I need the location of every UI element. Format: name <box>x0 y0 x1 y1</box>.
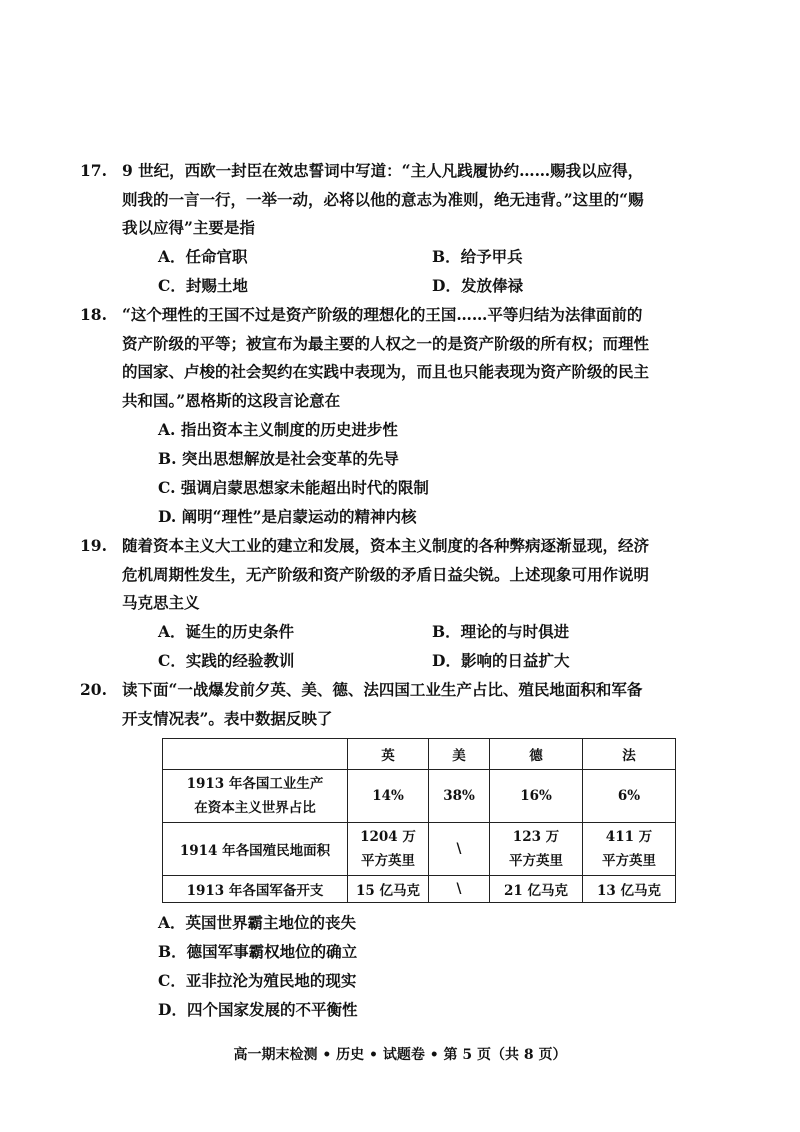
question-19-option-c[interactable]: C．实践的经验教训 <box>158 651 295 670</box>
table-cell: 411 万 平方英里 <box>583 823 676 876</box>
question-18-option-b[interactable]: B. 突出思想解放是社会变革的先导 <box>158 449 399 468</box>
question-20-option-a[interactable]: A．英国世界霸主地位的丧失 <box>158 913 357 932</box>
table-header-france: 法 <box>583 739 676 770</box>
question-20-line-1: 20. 读下面“一战爆发前夕英、美、德、法四国工业生产占比、殖民地面积和军备 <box>80 680 643 699</box>
table-row-label: 1914 年各国殖民地面积 <box>163 823 348 876</box>
question-19-line-1: 19. 随着资本主义大工业的建立和发展，资本主义制度的各种弊病逐渐显现，经济 <box>80 536 650 555</box>
question-17-option-d[interactable]: D．发放俸禄 <box>432 276 523 295</box>
question-17-number: 17. <box>80 161 107 180</box>
table-header-row <box>163 739 676 770</box>
table-row <box>163 770 676 823</box>
table-cell: 1204 万 平方英里 <box>348 823 429 876</box>
question-20-option-d[interactable]: D．四个国家发展的不平衡性 <box>158 1000 358 1019</box>
table-header-corner <box>163 739 348 770</box>
table-cell: 21 亿马克 <box>490 876 583 903</box>
question-18-line-1: 18. “这个理性的王国不过是资产阶级的理想化的王国……平等归结为法律面前的 <box>80 305 643 324</box>
table-cell: \ <box>429 876 490 903</box>
question-20-option-b[interactable]: B．德国军事霸权地位的确立 <box>158 942 358 961</box>
question-17-option-c[interactable]: C．封赐土地 <box>158 276 248 295</box>
page-footer: 高一期末检测 • 历史 • 试题卷 • 第 5 页（共 8 页） <box>233 1047 567 1063</box>
table-row <box>163 876 676 903</box>
table-cell: 14% <box>348 770 429 823</box>
question-17-line-2: 则我的一言一行，一举一动，必将以他的意志为准则，绝无违背。”这里的“赐 <box>122 190 644 209</box>
table-cell: 6% <box>583 770 676 823</box>
question-18-line-4: 共和国。”恩格斯的这段言论意在 <box>122 391 341 410</box>
question-18-line-3: 的国家、卢梭的社会契约在实践中表现为，而且也只能表现为资产阶级的民主 <box>122 362 650 381</box>
question-18-option-a[interactable]: A. 指出资本主义制度的历史进步性 <box>158 420 398 439</box>
question-18-number: 18. <box>80 305 107 324</box>
question-18-option-d[interactable]: D. 阐明“理性”是启蒙运动的精神内核 <box>158 507 417 526</box>
question-19-line-2: 危机周期性发生，无产阶级和资产阶级的矛盾日益尖锐。上述现象可用作说明 <box>122 565 650 584</box>
question-19-number: 19. <box>80 536 107 555</box>
question-19-line-3: 马克思主义 <box>122 593 200 612</box>
table-cell: 16% <box>490 770 583 823</box>
question-19-option-a[interactable]: A．诞生的历史条件 <box>158 622 295 641</box>
table-row-label: 1913 年各国工业生产 在资本主义世界占比 <box>163 770 348 823</box>
table-cell: 13 亿马克 <box>583 876 676 903</box>
question-17-option-b[interactable]: B．给予甲兵 <box>432 247 523 266</box>
table-row-label: 1913 年各国军备开支 <box>163 876 348 903</box>
table-cell: \ <box>429 823 490 876</box>
table-cell: 38% <box>429 770 490 823</box>
table-row <box>163 823 676 876</box>
question-17-line-1: 17. 9 世纪，西欧一封臣在效忠誓词中写道：“主人凡践履协约……赐我以应得， <box>80 161 644 180</box>
table-header-germany: 德 <box>490 739 583 770</box>
question-18-line-2: 资产阶级的平等；被宣布为最主要的人权之一的是资产阶级的所有权；而理性 <box>122 334 650 353</box>
question-19-option-b[interactable]: B．理论的与时俱进 <box>432 622 570 641</box>
question-19-option-d[interactable]: D．影响的日益扩大 <box>432 651 570 670</box>
question-20-option-c[interactable]: C．亚非拉沦为殖民地的现实 <box>158 971 357 990</box>
table-cell: 15 亿马克 <box>348 876 429 903</box>
table-cell: 123 万 平方英里 <box>490 823 583 876</box>
table-header-usa: 美 <box>429 739 490 770</box>
question-17-option-a[interactable]: A．任命官职 <box>158 247 248 266</box>
question-20-number: 20. <box>80 680 107 699</box>
question-17-line-3: 我以应得”主要是指 <box>122 218 255 237</box>
question-20-line-2: 开支情况表”。表中数据反映了 <box>122 709 333 728</box>
question-18-option-c[interactable]: C. 强调启蒙思想家未能超出时代的限制 <box>158 478 429 497</box>
table-header-britain: 英 <box>348 739 429 770</box>
data-table <box>162 738 676 903</box>
